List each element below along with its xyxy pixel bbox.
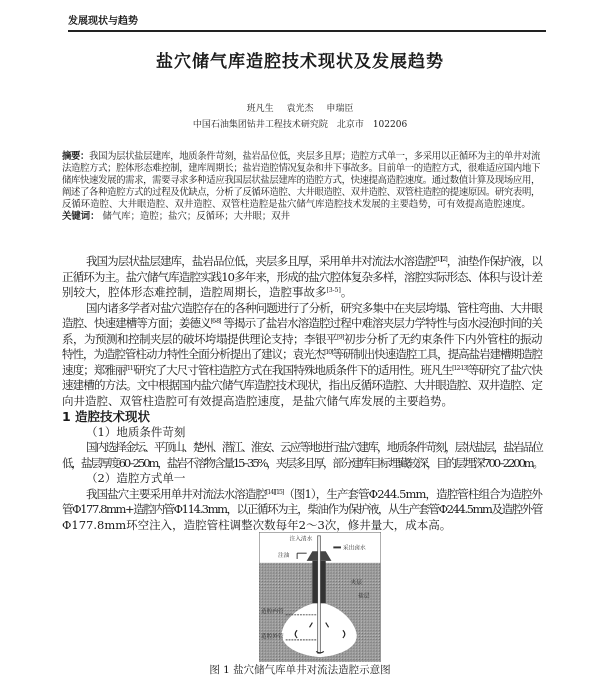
text-run: （2）造腔方式单一: [86, 471, 186, 485]
abstract-text: 我国为层状盐层建库，地质条件苛刻，盐岩品位低，夹层多且厚；造腔方式单一，多采用以正循环为主的单井对流: [89, 151, 540, 162]
label-interlayer: 夹层: [350, 579, 362, 587]
body-line: [62, 254, 542, 270]
body-line: [62, 270, 542, 286]
text-run: 低，盐层厚度60–250m，盐岩不溶物含量15–35%，夹层多且厚，部分建库目标埋藏较深，目的层埋深700–2200m。: [62, 455, 542, 470]
body-line: [62, 332, 542, 348]
abstract-label: 摘要：: [62, 151, 90, 162]
body-line: [62, 440, 542, 456]
label-salt-layer: 盐层: [358, 593, 370, 600]
citation: [10]: [324, 349, 333, 356]
body-line: [62, 456, 542, 472]
text-run: 等研究了盐穴快: [467, 362, 542, 377]
paper-title: 盐穴储气库造腔技术现状及发展趋势: [156, 52, 444, 72]
citation: [6-8]: [210, 318, 221, 325]
text-run: 。: [340, 285, 353, 299]
text-run: （图1），生产套管Φ244.5mm，造腔管柱组合为造腔外: [283, 486, 542, 501]
citation: [12-13]: [452, 364, 468, 372]
body-line: [62, 316, 542, 332]
text-run: 正循环为主。盐穴储气库造腔实践10多年来，形成的盐穴腔体复杂多样，溶腔实际形态、体积与设计差: [62, 269, 542, 284]
text-run: 国内选择金坛、平顶山、楚州、潜江、淮安、云应等地进行盐穴建库，地质条件苛刻，层状盐层，盐岩品位: [86, 440, 542, 454]
keywords-label: 关键词：: [62, 211, 100, 222]
label-inject-water: 注入清水: [289, 536, 313, 543]
text-run: 向井造腔、双管柱造腔可有效提高造腔速度，是盐穴储气库发展的主要趋势。: [62, 393, 453, 408]
body-line: [62, 378, 542, 394]
text-run: （1）地质条件苛刻: [86, 424, 186, 439]
text-run: 速建槽的方法。文中根据国内盐穴储气库造腔技术现状，指出反循环造腔、大井眼造腔、双井造腔、定: [62, 378, 542, 392]
abstract-line: [62, 151, 540, 163]
label-inner-tube: 造腔内管: [260, 608, 284, 615]
citation: [14][15]: [265, 488, 284, 496]
citation: [9]: [337, 333, 344, 341]
label-inject-oil: 注油: [278, 553, 290, 560]
text-run: 等研制出快速造腔工具，提高盐岩建槽期造腔: [332, 347, 542, 361]
citation: [1][2]: [435, 256, 447, 263]
text-run: 速度；郑雅丽: [62, 362, 126, 377]
author: 袁光杰: [286, 104, 314, 114]
body-line: [62, 502, 542, 518]
abstract-line: 储库快速发展的需求，需要寻求多种适应我国层状盐层建库的造腔方式，快速提高造腔速度。通过数值计算及现场应用，: [62, 175, 540, 186]
abstract-line: 反循环造腔、大井眼造腔、双井造腔、双管柱造腔是盐穴储气库造腔技术发展的主要趋势，可有效提高造腔速度。: [62, 199, 531, 210]
text-run: 我国盐穴主要采用单井对流法水溶造腔: [86, 486, 266, 501]
section-heading: [62, 409, 542, 425]
keywords: [62, 211, 540, 223]
figure-1-diagram: [259, 532, 381, 662]
label-outer-tube: 造腔外管: [260, 633, 284, 640]
text-run: 特性，为造腔管柱动力特性全面分析提出了建议；袁光杰: [62, 347, 325, 361]
text-run: 初步分析了无约束条件下内外管柱的振动: [344, 331, 542, 346]
body-text: [62, 254, 542, 533]
text-run: 别较大，腔体形态难控制，造腔周期长，造腔事故多: [62, 285, 327, 299]
label-produce-brine: 采出卤水: [342, 545, 366, 552]
body-line: [62, 487, 542, 503]
author: 申瑞臣: [326, 104, 354, 114]
citation: [11]: [125, 364, 135, 372]
text-run: 等揭示了盐岩水溶造腔过程中难溶夹层力学特性与卤水浸泡时间的关: [220, 316, 543, 330]
keywords-text: 储气库；造腔；盐穴；反循环；大井眼；双井: [102, 211, 291, 222]
text-run: 我国为层状盐层建库，盐岩品位低，夹层多且厚，采用单井对流法水溶造腔: [86, 254, 436, 268]
authors: [0, 104, 600, 115]
text-run: 研究了大尺寸管柱造腔方式在我国特殊地质条件下的适用性。班凡生: [134, 362, 453, 377]
abstract-line: 阐述了各种造腔方式的过程及优缺点，分析了反循环造腔、大井眼造腔、双井造腔、双管柱造腔的提速原因。研究表明，: [62, 187, 540, 198]
text-run: ，油垫作保护液，以: [446, 254, 542, 268]
body-line: [62, 347, 542, 363]
text-run: 系，为预测和控制夹层的破坏垮塌提供理论支持；李银平: [62, 331, 337, 346]
header-rule: [68, 30, 546, 32]
text-run: 管Φ177.8mm+造腔内管Φ114.3mm，以正循环为主，柴油作为保护液，从生产套管Φ244.5mm及造腔外管: [62, 502, 542, 516]
body-line: [62, 394, 542, 410]
body-line: [62, 425, 542, 441]
text-run: Φ177.8mm环空注入，造腔管柱调整次数每年2～3次，修井量大，成本高。: [62, 517, 452, 532]
running-header: 发展现状与趋势: [68, 16, 138, 27]
author: 班凡生: [246, 104, 274, 114]
body-line: [62, 471, 542, 487]
affiliation: 中国石油集团钻井工程技术研究院 北京市 102206: [192, 120, 408, 130]
citation: [3-5]: [326, 287, 341, 294]
text-run: 造腔、快速建槽等方面；姜德义: [62, 316, 211, 330]
text-run: 1 造腔技术现状: [62, 409, 151, 424]
abstract-line: 法造腔方式；腔体形态难控制，建库周期长；盐岩造腔情况复杂和井下事故多。目前单一的造腔方式，很难适应国内地下: [62, 163, 540, 174]
body-line: [62, 518, 542, 534]
figure-caption: 图 1 盐穴储气库单井对流法造腔示意图: [209, 664, 391, 676]
text-run: 国内诸多学者对盐穴造腔存在的各种问题进行了分析，研究多集中在夹层垮塌、管柱弯曲、大井眼: [86, 300, 542, 315]
abstract: [62, 151, 540, 223]
body-line: [62, 285, 542, 301]
body-line: [62, 363, 542, 379]
body-line: [62, 301, 542, 317]
